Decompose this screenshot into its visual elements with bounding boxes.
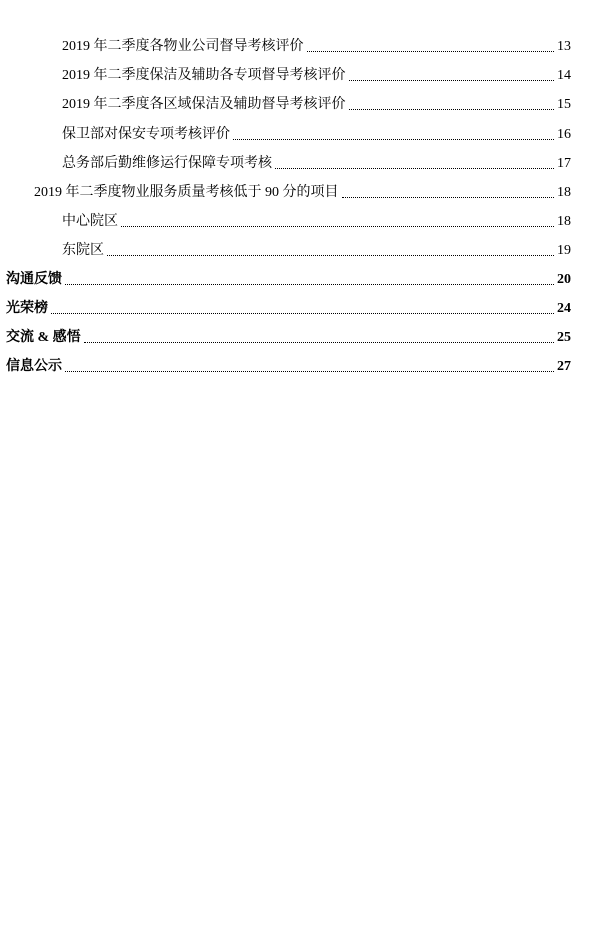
toc-entry-page: 20 — [557, 272, 571, 287]
toc-entry-page: 13 — [557, 39, 571, 54]
toc-entry[interactable] — [6, 269, 571, 289]
toc-entry-title: 信息公示 — [6, 359, 62, 374]
toc-leader-dots — [107, 255, 554, 256]
toc-entry-page: 17 — [557, 156, 571, 171]
toc-leader-dots — [121, 226, 554, 227]
toc-entry-title: 2019 年二季度保洁及辅助各专项督导考核评价 — [62, 68, 346, 83]
toc-entry-page: 27 — [557, 359, 571, 374]
toc-leader-dots — [349, 80, 555, 81]
toc-entry-page: 14 — [557, 68, 571, 83]
toc-leader-dots — [51, 313, 554, 314]
toc-entry-title: 2019 年二季度各区域保洁及辅助督导考核评价 — [62, 97, 346, 112]
toc-leader-dots — [307, 51, 555, 52]
toc-entry[interactable] — [62, 153, 571, 173]
toc-entry-title: 2019 年二季度各物业公司督导考核评价 — [62, 39, 304, 54]
toc-entry-page: 19 — [557, 243, 571, 258]
toc-entry-title: 2019 年二季度物业服务质量考核低于 90 分的项目 — [34, 185, 339, 200]
toc-leader-dots — [349, 109, 555, 110]
toc-entry-page: 25 — [557, 330, 571, 345]
toc-entry-page: 24 — [557, 301, 571, 316]
toc-entry-title: 光荣榜 — [6, 301, 48, 316]
toc-leader-dots — [342, 197, 555, 198]
toc-entry-page: 18 — [557, 214, 571, 229]
toc-entry[interactable] — [34, 182, 571, 202]
toc-entry-title: 保卫部对保安专项考核评价 — [62, 127, 230, 142]
toc-entry[interactable] — [62, 211, 571, 231]
toc-entry[interactable] — [62, 124, 571, 144]
toc-entry-title: 总务部后勤维修运行保障专项考核 — [62, 156, 272, 171]
toc-leader-dots — [65, 284, 554, 285]
toc-entry-title: 中心院区 — [62, 214, 118, 229]
toc-leader-dots — [84, 342, 554, 343]
toc-entry-page: 18 — [557, 185, 571, 200]
toc-entry-title: 交流 & 感悟 — [6, 330, 81, 345]
toc-leader-dots — [233, 139, 554, 140]
toc-entry[interactable] — [62, 36, 571, 56]
toc-entry-title: 东院区 — [62, 243, 104, 258]
toc-entry[interactable] — [62, 240, 571, 260]
toc-entry-page: 16 — [557, 127, 571, 142]
toc-leader-dots — [275, 168, 554, 169]
toc-entry[interactable] — [62, 94, 571, 114]
toc-entry[interactable] — [6, 298, 571, 318]
toc-entry-title: 沟通反馈 — [6, 272, 62, 287]
toc-entry-page: 15 — [557, 97, 571, 112]
toc-entry[interactable] — [62, 65, 571, 85]
toc-leader-dots — [65, 371, 554, 372]
toc-entry[interactable] — [6, 327, 571, 347]
toc-entry[interactable] — [6, 356, 571, 376]
